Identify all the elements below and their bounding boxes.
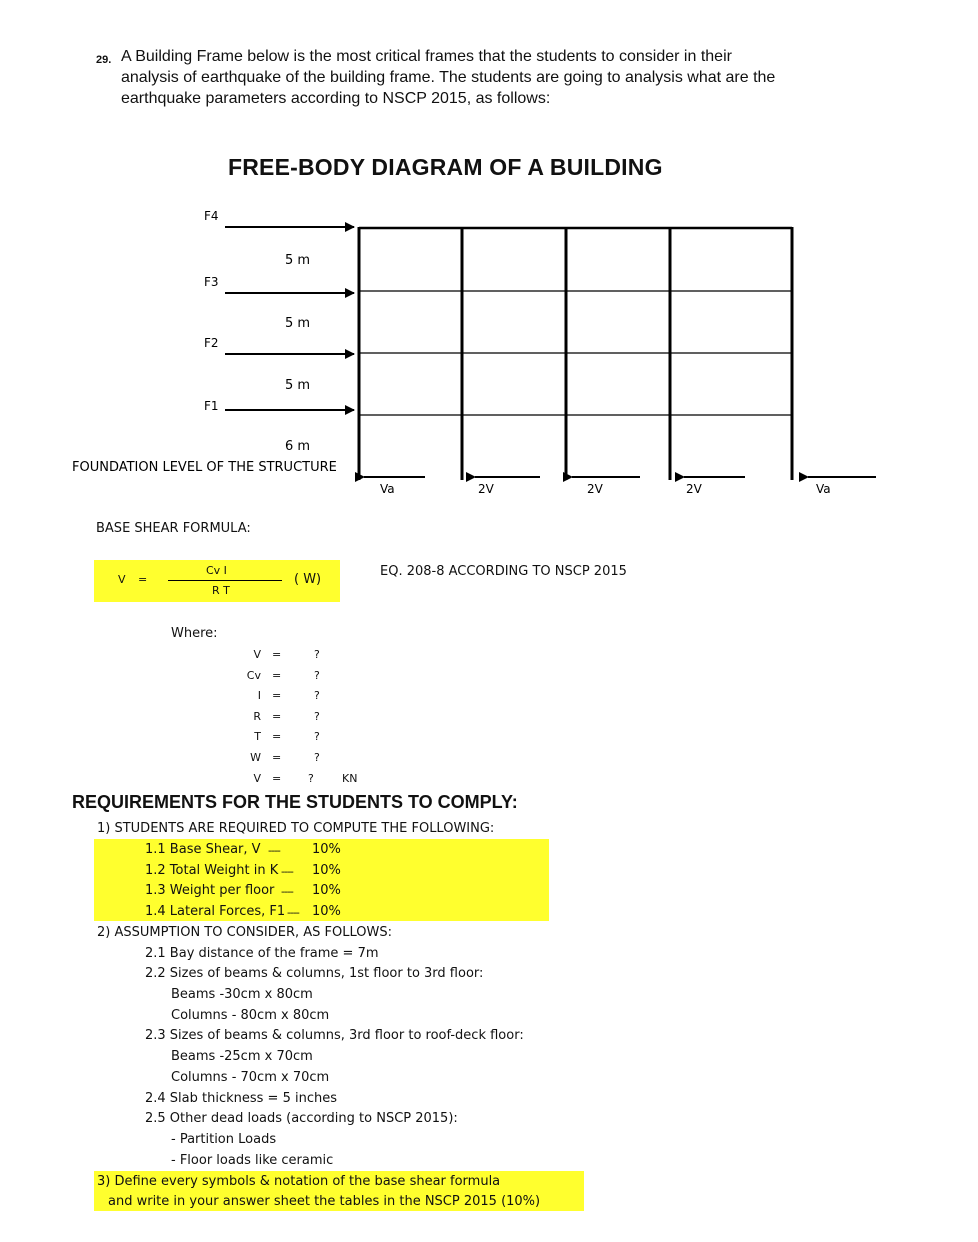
requirement-3-line-2: and write in your answer sheet the tables in the NSCP 2015 (10%) [108, 1194, 541, 1209]
result-eq: = [272, 772, 282, 785]
height-story-3: 5 m [285, 316, 311, 331]
compute-item-dash: ---- [268, 844, 280, 857]
var-sym: W [250, 751, 261, 764]
question-line-1: A Building Frame below is the most critical frames that the students to consider in their [121, 48, 732, 65]
var-val: ? [314, 648, 320, 661]
assumption-item: 2.5 Other dead loads (according to NSCP 2015): [145, 1111, 458, 1126]
requirement-1: 1) STUDENTS ARE REQUIRED TO COMPUTE THE FOLLOWING: [97, 821, 495, 836]
assumption-item: 2.2 Sizes of beams & columns, 1st floor to 3rd floor: [145, 966, 484, 981]
formula-section-label: BASE SHEAR FORMULA: [96, 521, 251, 536]
reaction-label-3: 2V [587, 482, 603, 496]
formula-fraction-bar [168, 580, 282, 581]
assumption-item: Beams -30cm x 80cm [171, 987, 313, 1002]
foundation-label: FOUNDATION LEVEL OF THE STRUCTURE [72, 460, 337, 475]
var-eq: = [272, 751, 282, 764]
var-sym: T [254, 730, 261, 743]
compute-item-pct: 10% [312, 883, 341, 898]
formula-eq-sign: = [138, 573, 148, 586]
var-val: ? [314, 669, 320, 682]
label-f4: F4 [204, 209, 219, 223]
requirements-heading: REQUIREMENTS FOR THE STUDENTS TO COMPLY: [72, 792, 518, 812]
var-eq: = [272, 669, 282, 682]
var-val: ? [314, 689, 320, 702]
frame-beams [359, 228, 792, 415]
compute-item-dash: ---- [287, 906, 299, 919]
diagram-title: FREE-BODY DIAGRAM OF A BUILDING [228, 154, 663, 180]
var-sym: R [253, 710, 261, 723]
formula-lhs: V [118, 573, 126, 586]
formula-denominator: R T [212, 584, 230, 597]
formula-reference: EQ. 208-8 ACCORDING TO NSCP 2015 [380, 564, 627, 579]
var-eq: = [272, 730, 282, 743]
height-story-2: 5 m [285, 378, 311, 393]
compute-item-pct: 10% [312, 842, 341, 857]
question-line-3: earthquake parameters according to NSCP 2015, as follows: [121, 90, 551, 107]
var-val: ? [314, 710, 320, 723]
result-val: ? [308, 772, 314, 785]
building-frame-diagram [0, 200, 978, 510]
var-sym: Cv [246, 669, 261, 682]
formula-numerator: Cv I [206, 564, 227, 577]
assumption-item: Beams -25cm x 70cm [171, 1049, 313, 1064]
assumption-item: - Floor loads like ceramic [171, 1153, 334, 1168]
height-story-4: 5 m [285, 253, 311, 268]
assumption-item: Columns - 80cm x 80cm [171, 1008, 330, 1023]
var-val: ? [314, 751, 320, 764]
compute-item-label: 1.3 Weight per floor [145, 883, 275, 898]
var-eq: = [272, 689, 282, 702]
var-sym: V [253, 648, 261, 661]
compute-item-pct: 10% [312, 863, 341, 878]
reaction-label-2: 2V [478, 482, 494, 496]
assumption-item: Columns - 70cm x 70cm [171, 1070, 330, 1085]
assumption-item: 2.3 Sizes of beams & columns, 3rd floor to roof-deck floor: [145, 1028, 524, 1043]
result-unit: KN [342, 772, 358, 785]
question-line-2: analysis of earthquake of the building frame. The students are going to analysis what are the [121, 69, 776, 86]
label-f2: F2 [204, 336, 219, 350]
assumption-item: 2.4 Slab thickness = 5 inches [145, 1091, 337, 1106]
compute-item-pct: 10% [312, 904, 341, 919]
compute-item-dash: ---- [281, 885, 293, 898]
var-val: ? [314, 730, 320, 743]
compute-item-label: 1.1 Base Shear, V [145, 842, 261, 857]
label-f3: F3 [204, 275, 219, 289]
compute-item-label: 1.2 Total Weight in K [145, 863, 279, 878]
formula-weight: ( W) [294, 572, 322, 587]
where-label: Where: [171, 626, 218, 641]
height-story-1: 6 m [285, 439, 311, 454]
var-sym: I [257, 689, 261, 702]
reaction-label-5: Va [816, 482, 831, 496]
compute-item-dash: ---- [281, 865, 293, 878]
compute-item-label: 1.4 Lateral Forces, F1 [145, 904, 286, 919]
assumption-item: 2.1 Bay distance of the frame = 7m [145, 946, 379, 961]
requirement-3-line-1: 3) Define every symbols & notation of the base shear formula [97, 1174, 501, 1189]
reaction-label-4: 2V [686, 482, 702, 496]
var-eq: = [272, 710, 282, 723]
assumption-item: - Partition Loads [171, 1132, 277, 1147]
var-eq: = [272, 648, 282, 661]
label-f1: F1 [204, 399, 219, 413]
result-sym: V [253, 772, 261, 785]
reaction-label-1: Va [380, 482, 395, 496]
question-number: 29. [96, 54, 112, 66]
requirement-2: 2) ASSUMPTION TO CONSIDER, AS FOLLOWS: [97, 925, 392, 940]
